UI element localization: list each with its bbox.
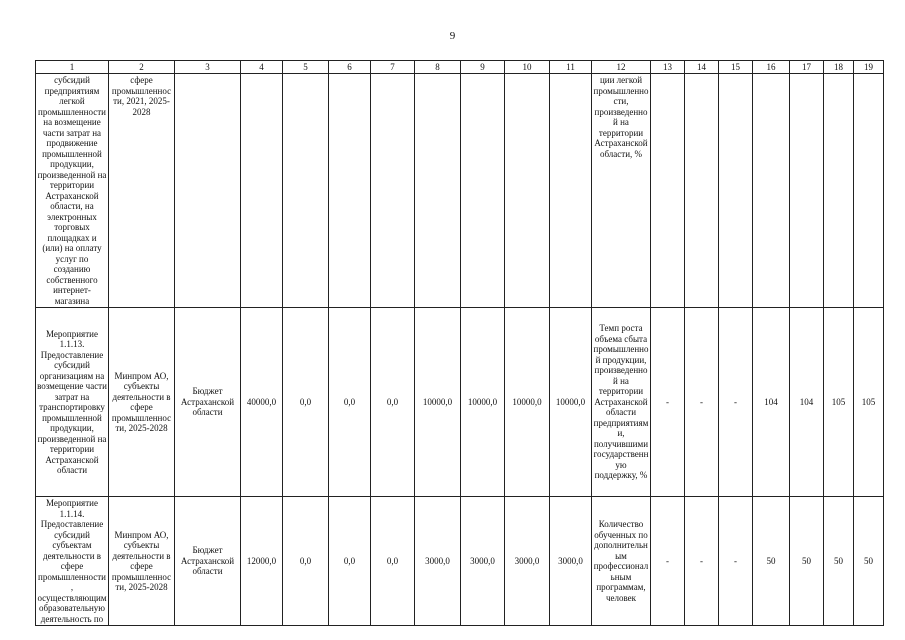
program-table <box>35 60 884 626</box>
table-cell: 3000,0 <box>550 497 592 626</box>
table-cell: сфере промышленности, 2021, 2025-2028 <box>109 74 175 308</box>
table-cell <box>283 74 329 308</box>
table-cell: 104 <box>790 308 824 497</box>
table-cell <box>329 74 371 308</box>
table-cell <box>719 74 753 308</box>
table-cell: 0,0 <box>371 497 415 626</box>
table-cell <box>790 74 824 308</box>
header-cell: 10 <box>505 61 550 74</box>
table-cell: Бюджет Астраханской области <box>175 308 241 497</box>
table-cell <box>461 74 505 308</box>
table-cell: 10000,0 <box>505 308 550 497</box>
table-cell <box>854 74 884 308</box>
table-cell: 105 <box>824 308 854 497</box>
table-cell <box>415 74 461 308</box>
table-cell: - <box>685 308 719 497</box>
header-cell: 9 <box>461 61 505 74</box>
header-cell: 7 <box>371 61 415 74</box>
header-cell: 3 <box>175 61 241 74</box>
header-cell: 17 <box>790 61 824 74</box>
table-cell <box>550 74 592 308</box>
header-cell: 14 <box>685 61 719 74</box>
table-cell: - <box>651 308 685 497</box>
header-cell: 16 <box>753 61 790 74</box>
table-cell: 0,0 <box>329 308 371 497</box>
table-cell: 12000,0 <box>241 497 283 626</box>
table-cell: 0,0 <box>371 308 415 497</box>
header-cell: 19 <box>854 61 884 74</box>
table-cell: 105 <box>854 308 884 497</box>
table-cell: Минпром АО, субъекты деятельности в сфере промышленности, 2025-2028 <box>109 497 175 626</box>
table-cell <box>175 74 241 308</box>
table-cell <box>651 74 685 308</box>
header-cell: 6 <box>329 61 371 74</box>
table-cell <box>371 74 415 308</box>
table-cell: 10000,0 <box>415 308 461 497</box>
header-cell: 8 <box>415 61 461 74</box>
table-row <box>36 74 884 308</box>
table-cell: 50 <box>753 497 790 626</box>
table-cell: Бюджет Астраханской области <box>175 497 241 626</box>
table-cell <box>241 74 283 308</box>
table-cell: Темп роста объема сбыта промышленной продукции, произведенной на территории Астраханской области предприятиями, получившими государственную поддержку, % <box>592 308 651 497</box>
table-cell <box>685 74 719 308</box>
table-cell <box>824 74 854 308</box>
header-cell: 13 <box>651 61 685 74</box>
table-cell <box>753 74 790 308</box>
header-cell: 15 <box>719 61 753 74</box>
table-cell: 3000,0 <box>461 497 505 626</box>
header-cell: 1 <box>36 61 109 74</box>
table-cell: - <box>685 497 719 626</box>
table-cell: 50 <box>854 497 884 626</box>
table-cell: 0,0 <box>283 308 329 497</box>
table-cell: Минпром АО, субъекты деятельности в сфере промышленности, 2025-2028 <box>109 308 175 497</box>
table-cell: 0,0 <box>283 497 329 626</box>
table-cell <box>505 74 550 308</box>
table-row <box>36 308 884 497</box>
header-cell: 18 <box>824 61 854 74</box>
table-cell: 0,0 <box>329 497 371 626</box>
table-row <box>36 497 884 626</box>
table-cell: ции легкой промышленности, произведенной на территории Астраханской области, % <box>592 74 651 308</box>
table-cell: 10000,0 <box>550 308 592 497</box>
table-cell: 50 <box>824 497 854 626</box>
table-cell: 3000,0 <box>505 497 550 626</box>
header-cell: 4 <box>241 61 283 74</box>
header-cell: 2 <box>109 61 175 74</box>
table-cell: Мероприятие 1.1.13. Предоставление субсидий организациям на возмещение части затрат на транспортировку промышленной продукции, произведенной на территории Астраханской области <box>36 308 109 497</box>
table-cell: 40000,0 <box>241 308 283 497</box>
table-cell: субсидий предприятиям легкой промышленности на возмещение части затрат на продвижение промышленной продукции, произведенной на территории Астраханской области, на электронных торговых площадках и (или) на оплату услуг по созданию собственного интернет-магазина <box>36 74 109 308</box>
table-cell: - <box>719 497 753 626</box>
table-cell: 104 <box>753 308 790 497</box>
header-cell: 5 <box>283 61 329 74</box>
header-cell: 11 <box>550 61 592 74</box>
table-cell: Мероприятие 1.1.14. Предоставление субсидий субъектам деятельности в сфере промышленности, осуществляющим образовательную деятельность по <box>37 498 107 624</box>
table-cell: 50 <box>790 497 824 626</box>
header-row <box>36 61 884 74</box>
table-cell: Количество обученных по дополнительным профессиональным программам, человек <box>592 497 651 626</box>
table-cell: 3000,0 <box>415 497 461 626</box>
table-cell: - <box>651 497 685 626</box>
header-cell: 12 <box>592 61 651 74</box>
page-number: 9 <box>449 30 456 42</box>
table-cell: - <box>719 308 753 497</box>
table-cell: 10000,0 <box>461 308 505 497</box>
